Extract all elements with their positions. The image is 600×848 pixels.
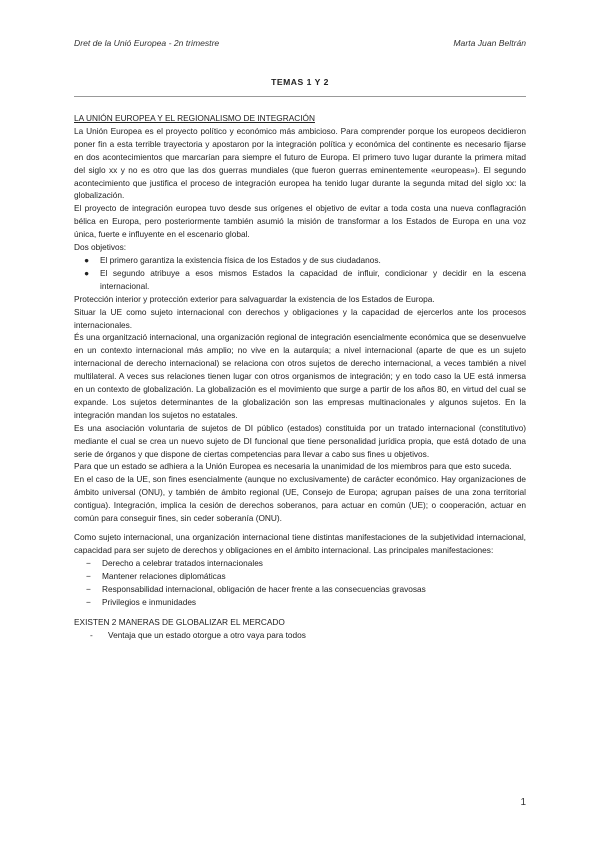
list-item: ● El segundo atribuye a esos mismos Estados la capacidad de influir, condicionar y decidir en la escena internacional. [84,267,526,291]
header-course: Dret de la Unió Europea - 2n trimestre [74,38,220,48]
section-heading-union-europea: LA UNIÓN EUROPEA Y EL REGIONALISMO DE INTEGRACIÓN [74,113,315,123]
document-body [74,112,526,642]
paragraph: El proyecto de integración europea tuvo desde sus orígenes el objetivo de evitar a toda costa una nueva conflagración bélica en Europa, pero posteriormente también asumió la misión de transformar a los Estados de Europa en una voz única, fuerte e influyente en el escenario global. [74,203,526,240]
list-item: - Ventaja que un estado otorgue a otro vaya para todos [90,630,306,641]
manifestations-list [74,557,526,609]
globalization-list [74,629,526,642]
list-item: − Responsabilidad internacional, obligación de hacer frente a las consecuencias gravosas [86,583,426,594]
paragraph: La Unión Europea es el proyecto político y económico más ambicioso. Para comprender porque los europeos decidieron poner fin a esta terrible trayectoria y apostaron por la integración política y económica del continente es necesario fijarse en dos acontecimientos que marcarían para siempre el futuro de Europa. El primero tuvo lugar durante la primera mitad del siglo xx y no es otro que las dos guerras mundiales (que fueron guerras eminentemente «europeas»). El segundo acontecimiento que justifica el proceso de integración europea ha tenido lugar durante la segunda mitad del siglo xx: la globalización. [74,125,526,201]
dash-icon: - [90,630,93,641]
paragraph: Para que un estado se adhiera a la Unión Europea es necesaria la unanimidad de los miembros para que esto suceda. [74,461,512,472]
objectives-list [74,254,526,293]
paragraph: Como sujeto internacional, una organización internacional tiene distintas manifestaciones de la subjetividad internacional, capacidad para ser sujeto de derechos y obligaciones en el ámbito internacional. Las principales manifestaciones: [74,532,526,555]
page-title: TEMAS 1 Y 2 [271,77,329,87]
dash-icon: − [86,596,91,607]
list-item: − Privilegios e inmunidades [86,596,197,607]
dash-icon: − [86,570,91,581]
title-divider [74,96,526,97]
paragraph: Es una asociación voluntaria de sujetos de DI público (estados) constituida por un tratado internacional (constitutivo) mediante el cual se crea un nuevo sujeto de DI funcional que tiene personalidad jurídica propia, que está dotado de una serie de órganos y que dispone de ciertas competencias para llevar a cabo sus fines u objetivos. [74,422,526,459]
list-item: − Mantener relaciones diplomáticas [86,570,226,581]
paragraph: Protección interior y protección exterior para salvaguardar la existencia de los Estados de Europa. [74,293,435,304]
dash-icon: − [86,557,91,568]
paragraph: Situar la UE como sujeto internacional con derechos y obligaciones y la capacidad de ejercerlos ante los procesos internacionales. [74,306,526,330]
header-author: Marta Juan Beltrán [453,38,526,48]
list-item: − Derecho a celebrar tratados internacionales [86,557,263,568]
bullet-icon: ● [84,267,90,278]
paragraph: És una organització internacional, una organización regional de integración esencialmente económica que se desenvuelve en un contexto internacional más amplio; no vive en la autarquía; a nivel internacional (aparte de que es un sujeto internacional de derecho internacional) se relaciona con otros sujetos de derecho internacional, a veces también a nivel multilateral. A veces sus relaciones tienen lugar con otros organismos de integración; y en todo caso la UE está inmersa en un contexto de globalización. La globalización es el movimiento que surge a partir de los años 80, en virtud del cual se expande. Los sujetos determinantes de la globalización son las empresas multinacionales y algunos sujetos. En la integración mandan los sujetos no estatales. [74,332,526,420]
page-number: 1 [520,797,526,808]
bullet-icon: ● [84,254,90,265]
dash-icon: − [86,583,91,594]
section-heading-globalizar: EXISTEN 2 MANERAS DE GLOBALIZAR EL MERCADO [74,617,285,628]
paragraph: En el caso de la UE, son fines esencialmente (aunque no exclusivamente) de carácter económico. Hay organizaciones de ámbito universal (ONU), y también de ámbito regional (UE, Consejo de Europa; agrupan países de una zona territorial contigua). Integración, implica la cesión de derechos soberanos, para actuar en común (UE); o cooperación, actuar en común para conseguir fines, sin ceder soberanía (ONU). [74,474,526,524]
paragraph: Dos objetivos: [74,242,127,253]
list-item: ● El primero garantiza la existencia física de los Estados y de sus ciudadanos. [84,254,381,265]
